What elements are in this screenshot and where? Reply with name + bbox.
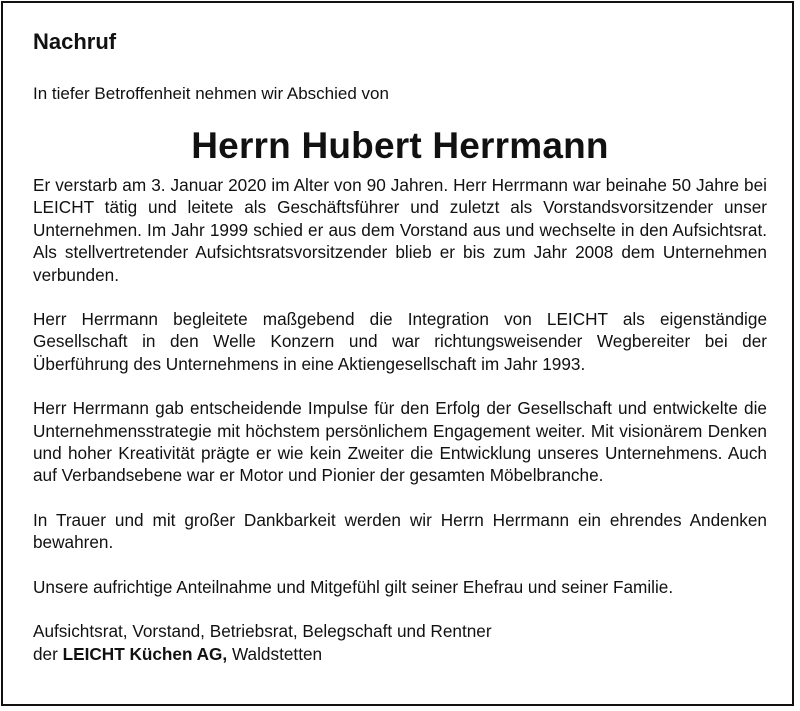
signature-line-2 <box>33 643 767 665</box>
paragraph-biography: Er verstarb am 3. Januar 2020 im Alter von 90 Jahren. Herr Herrmann war beinahe 50 Jahre bei LEICHT tätig und leitete als Geschäftsführer und zuletzt als Vorstandsvorsitzender unser Unternehmen. Im Jahr 1999 schied er aus dem Vorstand aus und wechselte in den Aufsichtsrat. Als stellvertretender Aufsichtsratsvorsitzender blieb er bis zum Jahr 2008 dem Unternehmen verbunden. <box>33 175 767 285</box>
signature-line-1: Aufsichtsrat, Vorstand, Betriebsrat, Belegschaft und Rentner <box>33 621 492 642</box>
signature-block <box>33 620 767 665</box>
paragraph-condolences: Unsere aufrichtige Anteilnahme und Mitgefühl gilt seiner Ehefrau und seiner Familie. <box>33 576 674 597</box>
company-name: LEICHT Küchen AG, <box>62 643 228 664</box>
company-location: Waldstetten <box>231 643 323 664</box>
paragraph-gratitude: In Trauer und mit großer Dankbarkeit werden wir Herrn Herrmann ein ehrendes Andenken bewahren. <box>33 509 767 553</box>
obituary-content <box>33 26 767 665</box>
intro-text: In tiefer Betroffenheit nehmen wir Abschied von <box>33 84 389 103</box>
paragraph-integration: Herr Herrmann begleitete maßgebend die Integration von LEICHT als eigenständige Gesellschaft in den Welle Konzern und war richtungsweisender Wegbereiter bei der Überführung des Unternehmens in eine Aktiengesellschaft im Jahr 1993. <box>33 309 767 374</box>
signature-prefix: der <box>33 643 58 664</box>
page-title: Nachruf <box>33 29 117 54</box>
deceased-name: Herrn Hubert Herrmann <box>191 125 609 166</box>
paragraph-impulses: Herr Herrmann gab entscheidende Impulse für den Erfolg der Gesellschaft und entwickelte die Unternehmensstrategie mit höchstem persönlichem Engagement weiter. Mit visionärem Denken und hoher Kreativität prägte er wie kein Zweiter die Entwicklung unseres Unternehmens. Auch auf Verbandsebene war er Motor und Pionier der gesamten Möbelbranche. <box>33 398 767 486</box>
